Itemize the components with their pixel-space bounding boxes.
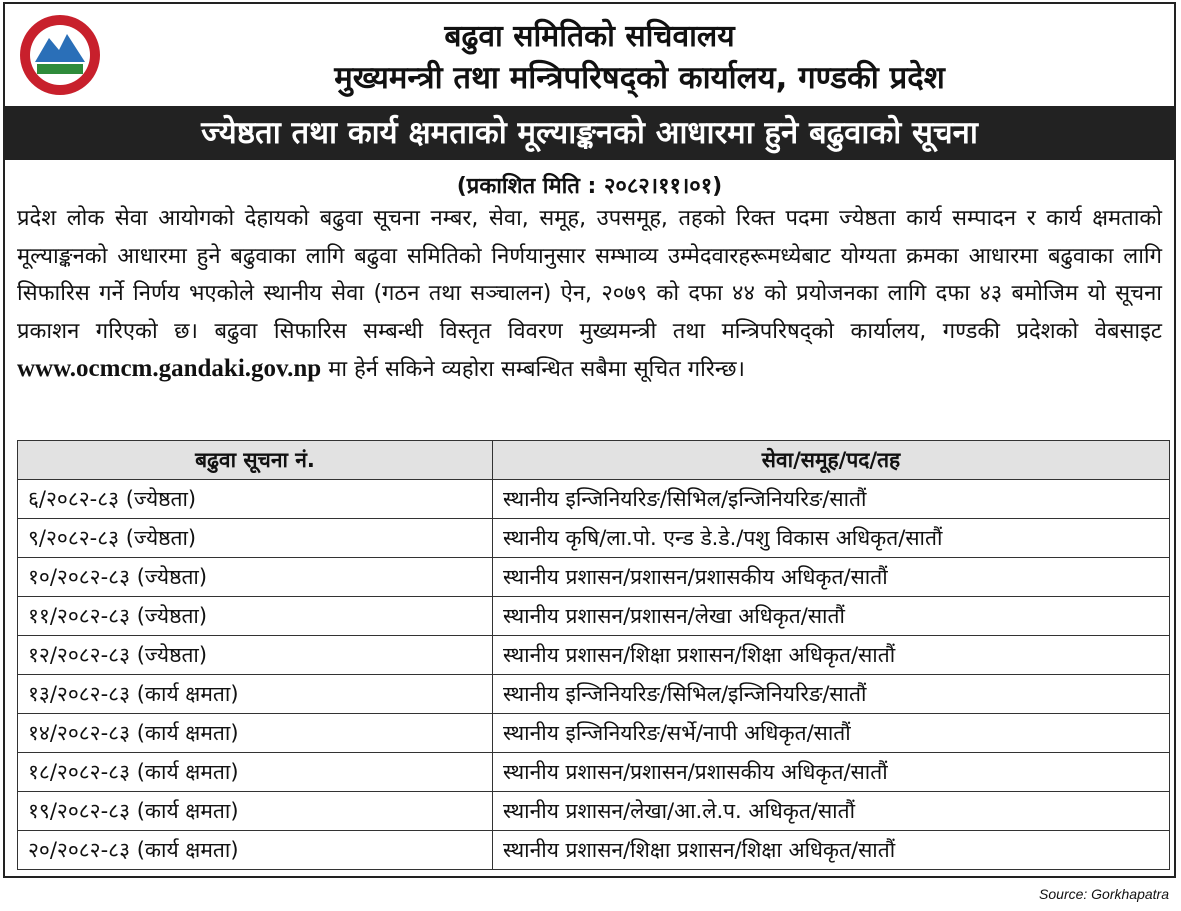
body-text-end: मा हेर्न सकिने व्यहोरा सम्बन्धित सबैमा सूचित गरिन्छ। (328, 357, 745, 382)
committee-title: बढुवा समितिको सचिवालय (444, 19, 735, 54)
service-cell: स्थानीय प्रशासन/लेखा/आ.ले.प. अधिकृत/सातौं (493, 792, 1170, 831)
service-cell: स्थानीय प्रशासन/शिक्षा प्रशासन/शिक्षा अधिकृत/सातौं (493, 831, 1170, 870)
notice-body (17, 200, 1162, 389)
notice-no-cell: १८/२०८२-८३ (कार्य क्षमता) (18, 753, 493, 792)
service-cell: स्थानीय प्रशासन/प्रशासन/प्रशासकीय अधिकृत/सातौं (493, 753, 1170, 792)
office-title: मुख्यमन्त्री तथा मन्त्रिपरिषद्को कार्यालय, गण्डकी प्रदेश (334, 60, 945, 96)
service-cell: स्थानीय प्रशासन/शिक्षा प्रशासन/शिक्षा अधिकृत/सातौं (493, 636, 1170, 675)
table-row (18, 714, 1170, 753)
source-credit: Source: Gorkhapatra (1039, 886, 1169, 902)
service-cell: स्थानीय इन्जिनियरिङ/सिभिल/इन्जिनियरिङ/सातौं (493, 675, 1170, 714)
service-cell: स्थानीय इन्जिनियरिङ/सिभिल/इन्जिनियरिङ/सातौं (493, 480, 1170, 519)
notice-no-cell: १३/२०८२-८३ (कार्य क्षमता) (18, 675, 493, 714)
table-row (18, 519, 1170, 558)
table-row (18, 558, 1170, 597)
table-row (18, 597, 1170, 636)
table-row (18, 675, 1170, 714)
notice-banner: ज्येष्ठता तथा कार्य क्षमताको मूल्याङ्कनको आधारमा हुने बढुवाको सूचना (5, 106, 1174, 160)
notice-no-cell: १४/२०८२-८३ (कार्य क्षमता) (18, 714, 493, 753)
table-row (18, 831, 1170, 870)
published-date: (प्रकाशित मिति : २०८२।११।०१) (456, 174, 723, 199)
notice-no-cell: १०/२०८२-८३ (ज्येष्ठता) (18, 558, 493, 597)
notice-no-cell: ११/२०८२-८३ (ज्येष्ठता) (18, 597, 493, 636)
table-row (18, 636, 1170, 675)
notice-no-cell: १९/२०८२-८३ (कार्य क्षमता) (18, 792, 493, 831)
notice-no-cell: ६/२०८२-८३ (ज्येष्ठता) (18, 480, 493, 519)
table-row (18, 480, 1170, 519)
body-text: प्रदेश लोक सेवा आयोगको देहायको बढुवा सूचना नम्बर, सेवा, समूह, उपसमूह, तहको रिक्त पदमा ज्येष्ठता कार्य सम्पादन र कार्य क्षमताको मूल्याङ्कनको आधारमा हुने बढुवाका लागि बढुवा समितिको निर्णयानुसार सम्भाव्य उम्मेदवारहरूमध्येबाट योग्यता क्रमका आधारमा बढुवाका लागि सिफारिस गर्ने निर्णय भएकोले स्थानीय सेवा (गठन तथा सञ्चालन) ऐन, २०७९ को दफा ४४ को प्रयोजनका लागि दफा ४३ बमोजिम यो सूचना प्रकाशन गरिएको छ। बढुवा सिफारिस सम्बन्धी विस्तृत विवरण मुख्यमन्त्री तथा मन्त्रिपरिषद्को कार्यालय, गण्डकी प्रदेशको वेबसाइट (17, 206, 1162, 344)
service-cell: स्थानीय इन्जिनियरिङ/सर्भे/नापी अधिकृत/सातौं (493, 714, 1170, 753)
col-notice-no: बढुवा सूचना नं. (18, 441, 493, 480)
notice-frame (3, 2, 1176, 878)
notice-no-cell: २०/२०८२-८३ (कार्य क्षमता) (18, 831, 493, 870)
col-service: सेवा/समूह/पद/तह (493, 441, 1170, 480)
notice-no-cell: ९/२०८२-८३ (ज्येष्ठता) (18, 519, 493, 558)
service-cell: स्थानीय प्रशासन/प्रशासन/प्रशासकीय अधिकृत/सातौं (493, 558, 1170, 597)
table-row (18, 753, 1170, 792)
service-cell: स्थानीय कृषि/ला.पो. एन्ड डे.डे./पशु विकास अधिकृत/सातौं (493, 519, 1170, 558)
website-link[interactable]: www.ocmcm.gandaki.gov.np (17, 355, 322, 382)
service-cell: स्थानीय प्रशासन/प्रशासन/लेखा अधिकृत/सातौं (493, 597, 1170, 636)
promotion-table (17, 440, 1170, 870)
notice-no-cell: १२/२०८२-८३ (ज्येष्ठता) (18, 636, 493, 675)
table-row (18, 792, 1170, 831)
table-header-row (18, 441, 1170, 480)
